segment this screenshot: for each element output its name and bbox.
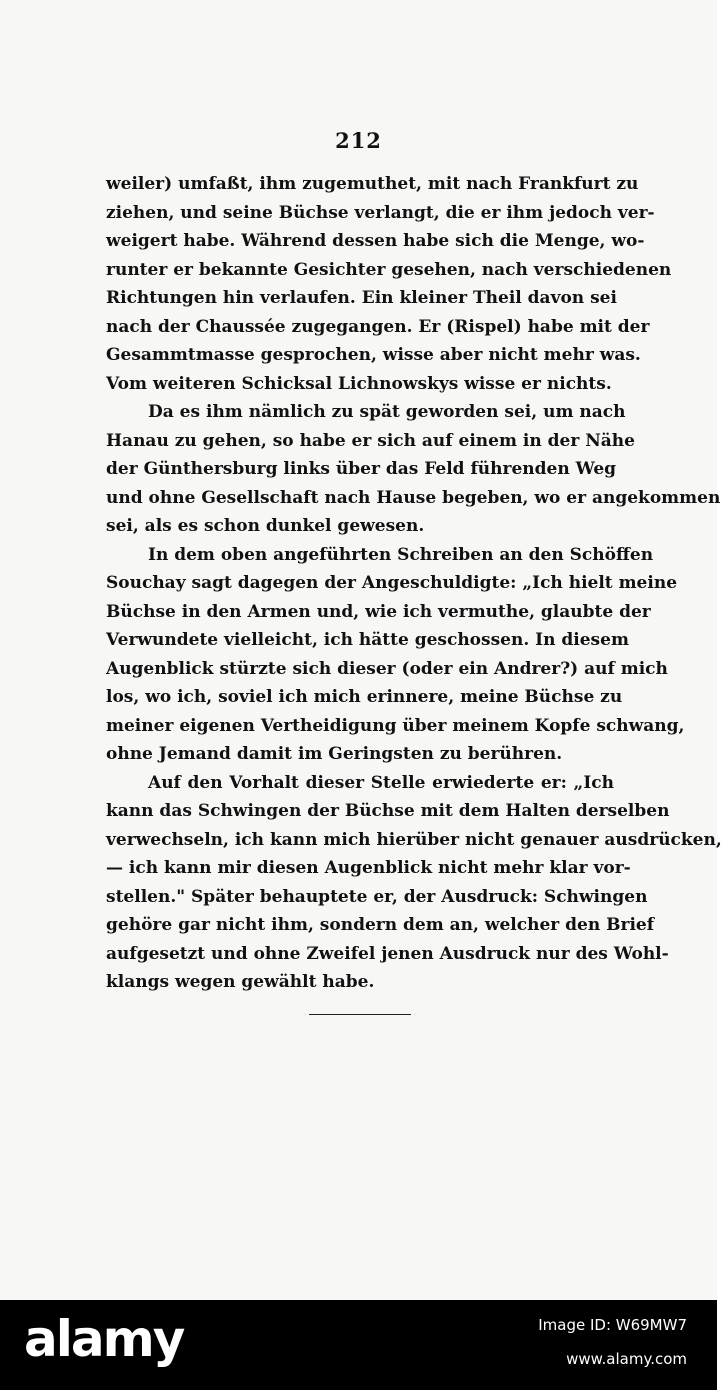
text-line: verwechseln, ich kann mich hierüber nicht genauer ausdrücken,	[106, 829, 722, 850]
text-line: ziehen, und seine Büchse verlangt, die er ihm jedoch ver-	[106, 202, 655, 223]
text-line: Büchse in den Armen und, wie ich vermuthe, glaubte der	[106, 601, 651, 622]
paragraph-4	[106, 769, 722, 997]
text-line: aufgesetzt und ohne Zweifel jenen Ausdruck nur des Wohl-	[106, 943, 669, 964]
text-line: kann das Schwingen der Büchse mit dem Halten derselben	[106, 801, 670, 821]
text-line: In dem oben angeführten Schreiben an den Schöffen	[148, 544, 654, 565]
site-url: www.alamy.com	[566, 1350, 687, 1368]
text-line: und ohne Gesellschaft nach Hause begeben, wo er angekommen	[106, 487, 721, 508]
watermark-footer	[0, 1300, 717, 1390]
text-line: Richtungen hin verlaufen. Ein kleiner Theil davon sei	[106, 288, 617, 308]
text-line: weiler) umfaßt, ihm zugemuthet, mit nach Frankfurt zu	[106, 174, 639, 194]
end-rule	[309, 1014, 411, 1015]
text-line: stellen." Später behauptete er, der Ausdruck: Schwingen	[106, 886, 648, 907]
paragraph-1	[106, 170, 672, 398]
brand-logo: alamy	[24, 1310, 184, 1368]
text-line: — ich kann mir diesen Augenblick nicht mehr klar vor-	[106, 858, 631, 878]
paragraph-2	[106, 398, 721, 541]
paragraph-3	[106, 541, 685, 769]
text-line: runter er bekannte Gesichter gesehen, nach verschiedenen	[106, 259, 672, 280]
text-line: der Günthersburg links über das Feld führenden Weg	[106, 459, 617, 479]
text-line: Vom weiteren Schicksal Lichnowskys wisse er nichts.	[106, 373, 612, 394]
image-id: Image ID: W69MW7	[538, 1316, 687, 1334]
text-line: nach der Chaussée zugegangen. Er (Rispel) habe mit der	[106, 316, 650, 337]
text-line: sei, als es schon dunkel gewesen.	[106, 516, 425, 536]
text-line: ohne Jemand damit im Geringsten zu berühren.	[106, 744, 563, 764]
text-line: gehöre gar nicht ihm, sondern dem an, welcher den Brief	[106, 915, 655, 935]
text-line: Gesammtmasse gesprochen, wisse aber nicht mehr was.	[106, 345, 641, 365]
text-line: meiner eigenen Vertheidigung über meinem Kopfe schwang,	[106, 715, 685, 736]
text-line: Da es ihm nämlich zu spät geworden sei, um nach	[148, 402, 626, 422]
page-number: 212	[335, 128, 382, 153]
text-line: los, wo ich, soviel ich mich erinnere, meine Büchse zu	[106, 687, 623, 707]
text-line: Auf den Vorhalt dieser Stelle erwiederte er: „Ich	[148, 772, 614, 793]
text-line: Verwundete vielleicht, ich hätte geschossen. In diesem	[106, 630, 629, 650]
text-line: klangs wegen gewählt habe.	[106, 972, 375, 992]
body-text	[106, 170, 722, 997]
text-line: Souchay sagt dagegen der Angeschuldigte: „Ich hielt meine	[106, 573, 678, 593]
text-line: Hanau zu gehen, so habe er sich auf einem in der Nähe	[106, 430, 635, 451]
text-line: Augenblick stürzte sich dieser (oder ein Andrer?) auf mich	[106, 658, 668, 679]
text-line: weigert habe. Während dessen habe sich die Menge, wo-	[106, 231, 645, 251]
